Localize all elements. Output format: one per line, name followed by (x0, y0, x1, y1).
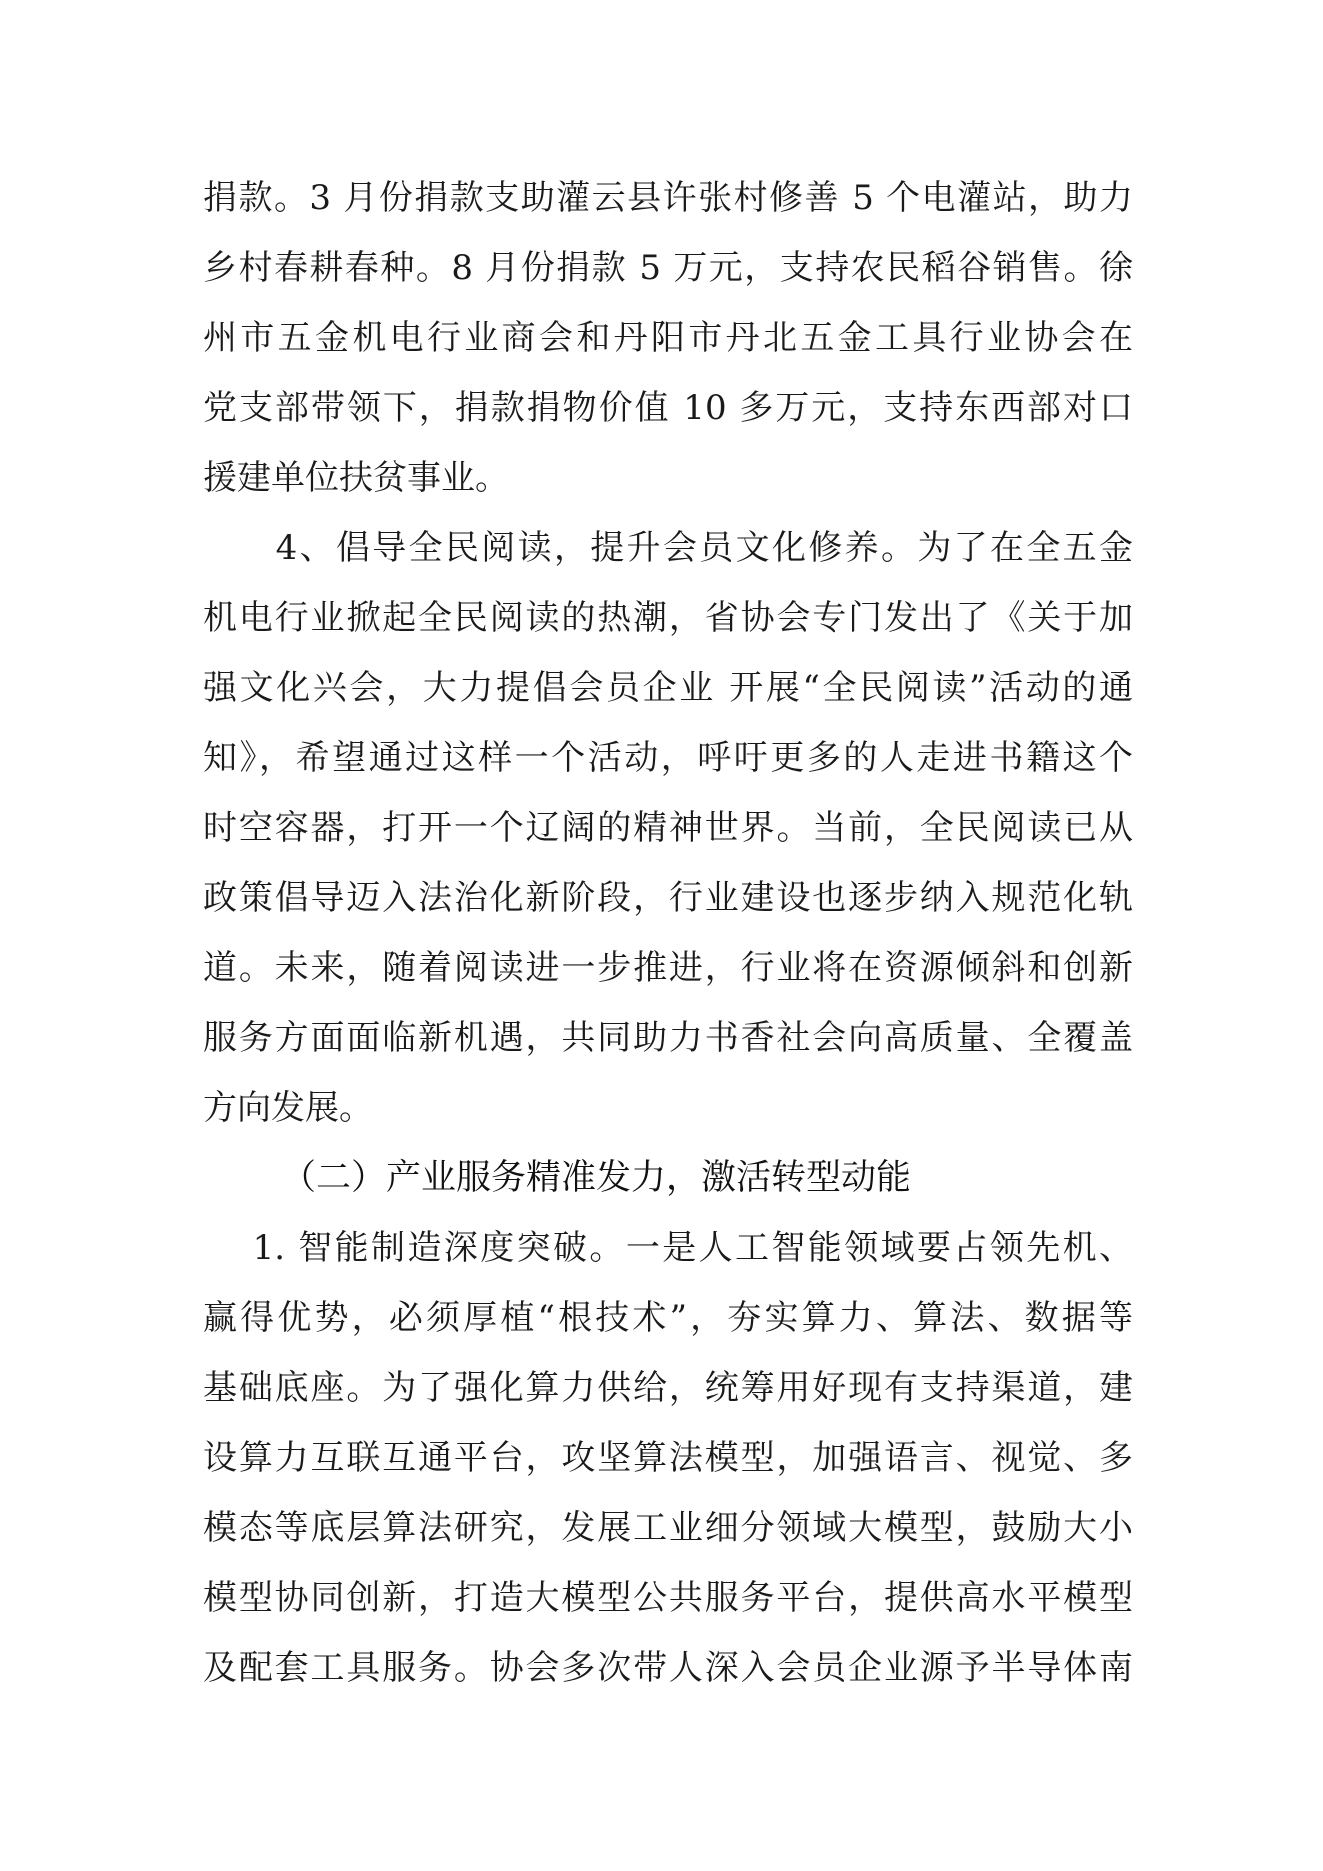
text-line-13: 服务方面面临新机遇，共同助力书香社会向高质量、全覆盖 (203, 1018, 1133, 1058)
text-line-1: 捐款。3 月份捐款支助灌云县许张村修善 5 个电灌站，助力 (203, 178, 1133, 218)
text-line-10: 时空容器，打开一个辽阔的精神世界。当前，全民阅读已从 (203, 808, 1133, 848)
text-line-4: 党支部带领下，捐款捐物价值 10 多万元，支持东西部对口 (203, 388, 1133, 428)
text-line-16: 1. 智能制造深度突破。一是人工智能领域要占领先机、 (203, 1228, 1133, 1268)
text-line-8: 强文化兴会，大力提倡会员企业 开展“全民阅读”活动的通 (203, 668, 1133, 708)
section-heading: （二）产业服务精准发力，激活转型动能 (281, 1158, 912, 1198)
text-line-21: 模型协同创新，打造大模型公共服务平台，提供高水平模型 (203, 1578, 1133, 1618)
text-line-22: 及配套工具服务。协会多次带人深入会员企业源予半导体南 (203, 1648, 1133, 1688)
text-line-19: 设算力互联互通平台，攻坚算法模型，加强语言、视觉、多 (203, 1438, 1133, 1478)
document-body (203, 163, 1133, 1703)
text-line-12: 道。未来，随着阅读进一步推进，行业将在资源倾斜和创新 (203, 948, 1133, 988)
text-line-7: 机电行业掀起全民阅读的热潮，省协会专门发出了《关于加 (203, 598, 1133, 638)
text-line-18: 基础底座。为了强化算力供给，统筹用好现有支持渠道，建 (203, 1368, 1133, 1408)
text-line-14: 方向发展。 (203, 1088, 373, 1128)
text-line-2: 乡村春耕春种。8 月份捐款 5 万元，支持农民稻谷销售。徐 (203, 248, 1133, 288)
text-line-11: 政策倡导迈入法治化新阶段，行业建设也逐步纳入规范化轨 (203, 878, 1133, 918)
text-line-9: 知》，希望通过这样一个活动，呼吁更多的人走进书籍这个 (203, 738, 1133, 778)
text-line-5: 援建单位扶贫事业。 (203, 458, 509, 498)
text-line-3: 州市五金机电行业商会和丹阳市丹北五金工具行业协会在 (203, 318, 1133, 358)
text-line-6: 4、倡导全民阅读，提升会员文化修养。为了在全五金 (203, 528, 1133, 568)
text-line-17: 赢得优势，必须厚植“根技术”，夯实算力、算法、数据等 (203, 1298, 1133, 1338)
text-line-20: 模态等底层算法研究，发展工业细分领域大模型，鼓励大小 (203, 1508, 1133, 1548)
